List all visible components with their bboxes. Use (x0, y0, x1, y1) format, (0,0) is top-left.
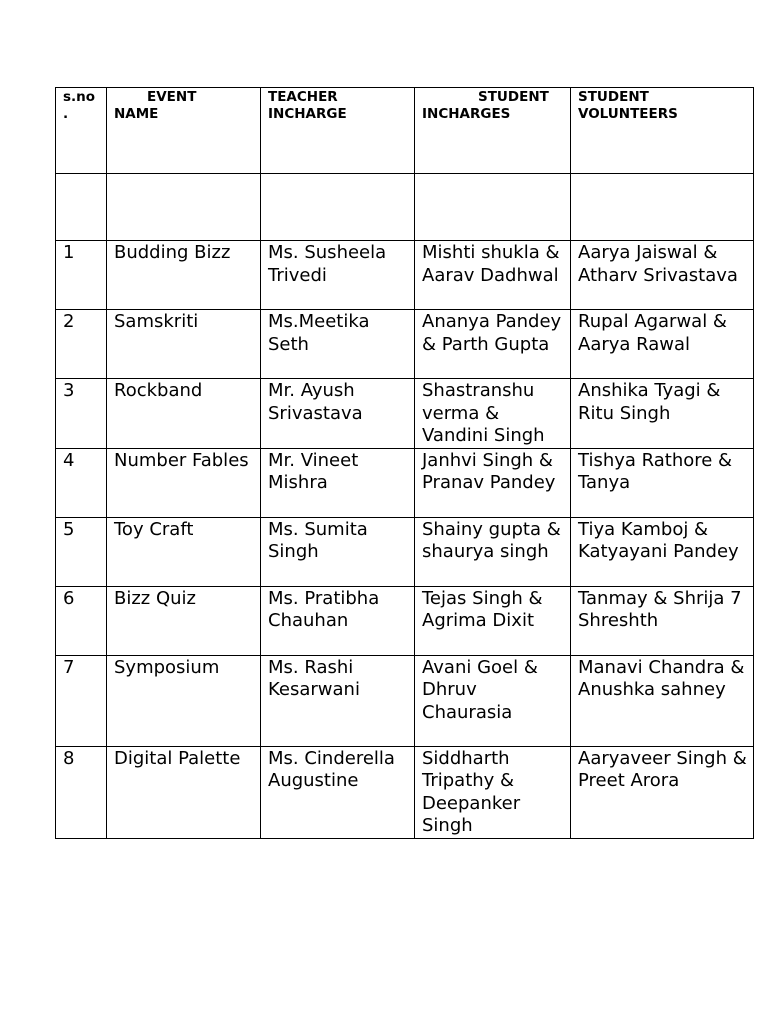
cell-teacher-incharge: Ms. Sumita Singh (261, 517, 415, 586)
cell-event-name: Symposium (107, 655, 261, 746)
events-table (55, 87, 754, 839)
cell-event-name: Rockband (107, 379, 261, 449)
header-sno-line1: s.no (63, 89, 96, 105)
cell-event-name: Bizz Quiz (107, 586, 261, 655)
header-event-line2: NAME (114, 106, 159, 122)
header-volunteers-line2: VOLUNTEERS (578, 106, 678, 122)
cell-sno: 5 (56, 517, 107, 586)
blank-cell (571, 174, 754, 241)
cell-event-name: Toy Craft (107, 517, 261, 586)
header-student-volunteers (571, 88, 754, 174)
header-student-incharges (415, 88, 571, 174)
cell-student-volunteers: Rupal Agarwal & Aarya Rawal (571, 310, 754, 379)
cell-student-incharges: Tejas Singh & Agrima Dixit (415, 586, 571, 655)
cell-sno: 3 (56, 379, 107, 449)
blank-cell (261, 174, 415, 241)
cell-sno: 1 (56, 241, 107, 310)
table-row (56, 655, 754, 746)
cell-sno: 8 (56, 746, 107, 838)
cell-event-name: Samskriti (107, 310, 261, 379)
cell-student-volunteers: Tanmay & Shrija 7 Shreshth (571, 586, 754, 655)
table-row (56, 379, 754, 449)
cell-student-incharges: Avani Goel & Dhruv Chaurasia (415, 655, 571, 746)
table-row (56, 746, 754, 838)
blank-cell (56, 174, 107, 241)
cell-student-incharges: Janhvi Singh & Pranav Pandey (415, 448, 571, 517)
cell-student-incharges: Siddharth Tripathy & Deepanker Singh (415, 746, 571, 838)
table-row (56, 241, 754, 310)
cell-teacher-incharge: Ms. Susheela Trivedi (261, 241, 415, 310)
cell-sno: 7 (56, 655, 107, 746)
cell-student-incharges: Shastranshu verma & Vandini Singh (415, 379, 571, 449)
cell-teacher-incharge: Ms.Meetika Seth (261, 310, 415, 379)
cell-student-incharges: Shainy gupta & shaurya singh (415, 517, 571, 586)
header-students-line2: INCHARGES (422, 106, 511, 122)
cell-student-volunteers: Tiya Kamboj & Katyayani Pandey (571, 517, 754, 586)
cell-student-volunteers: Anshika Tyagi & Ritu Singh (571, 379, 754, 449)
cell-teacher-incharge: Mr. Vineet Mishra (261, 448, 415, 517)
cell-teacher-incharge: Mr. Ayush Srivastava (261, 379, 415, 449)
cell-teacher-incharge: Ms. Rashi Kesarwani (261, 655, 415, 746)
table-blank-row (56, 174, 754, 241)
header-students-line1: STUDENT (478, 89, 549, 105)
header-sno (56, 88, 107, 174)
cell-student-incharges: Mishti shukla & Aarav Dadhwal (415, 241, 571, 310)
header-event-name (107, 88, 261, 174)
cell-sno: 6 (56, 586, 107, 655)
header-teacher-incharge (261, 88, 415, 174)
cell-event-name: Digital Palette (107, 746, 261, 838)
table-header-row (56, 88, 754, 174)
blank-cell (415, 174, 571, 241)
cell-event-name: Budding Bizz (107, 241, 261, 310)
header-sno-line2: . (63, 106, 69, 122)
cell-student-volunteers: Tishya Rathore & Tanya (571, 448, 754, 517)
header-teacher-line1: TEACHER (268, 89, 338, 105)
cell-student-volunteers: Aarya Jaiswal & Atharv Srivastava (571, 241, 754, 310)
table-row (56, 586, 754, 655)
header-event-line1: EVENT (147, 89, 197, 105)
cell-sno: 2 (56, 310, 107, 379)
cell-teacher-incharge: Ms. Pratibha Chauhan (261, 586, 415, 655)
table-row (56, 517, 754, 586)
header-volunteers-line1: STUDENT (578, 89, 649, 105)
cell-student-volunteers: Aaryaveer Singh & Preet Arora (571, 746, 754, 838)
cell-student-incharges: Ananya Pandey & Parth Gupta (415, 310, 571, 379)
table-row (56, 448, 754, 517)
table-row (56, 310, 754, 379)
cell-student-volunteers: Manavi Chandra & Anushka sahney (571, 655, 754, 746)
cell-event-name: Number Fables (107, 448, 261, 517)
blank-cell (107, 174, 261, 241)
cell-sno: 4 (56, 448, 107, 517)
header-teacher-line2: INCHARGE (268, 106, 347, 122)
cell-teacher-incharge: Ms. Cinderella Augustine (261, 746, 415, 838)
